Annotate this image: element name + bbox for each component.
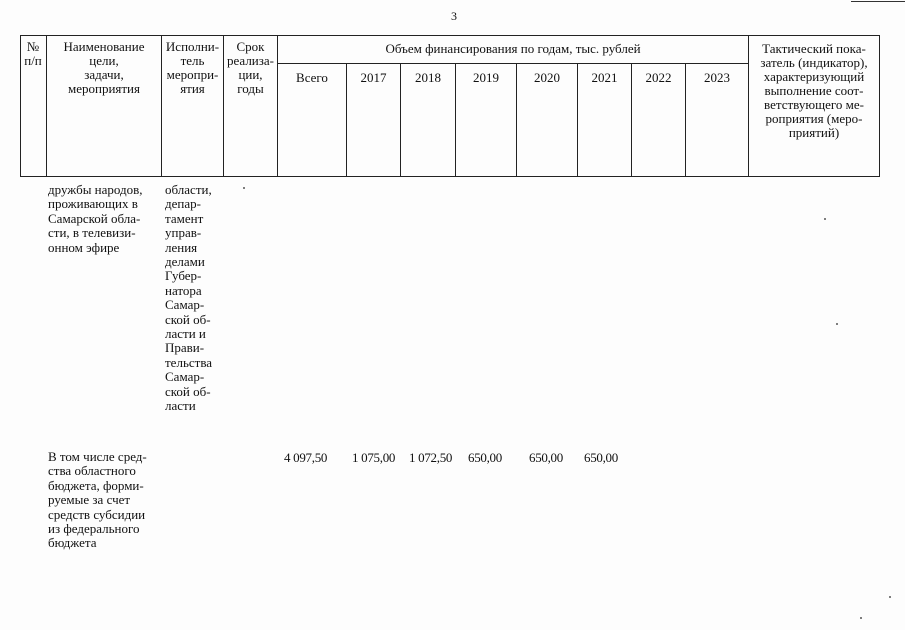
scan-speck	[824, 218, 826, 220]
scan-speck	[889, 596, 891, 598]
header-col-name: Наименование цели, задачи, мероприятия	[63, 39, 145, 96]
row2-value-2017: 1 075,00	[352, 450, 396, 465]
header-year: 2018	[415, 70, 441, 85]
row2-value-2018: 1 072,50	[409, 450, 453, 465]
row1-executor: области, депар- тамент управ- ления делами Губер- натора Самар- ской об- ласти и Прави- тельства Самар- ской об- ласти	[165, 182, 213, 414]
row2-value-2021: 650,00	[584, 450, 618, 465]
header-col-executor: Исполни- тель меропри- ятия	[165, 39, 220, 96]
header-year: 2023	[704, 70, 730, 85]
header-year: 2022	[645, 70, 672, 85]
header-top-border	[20, 35, 880, 36]
row2-value-2020: 650,00	[529, 450, 563, 465]
header-col-term: Срок реализа- ции, годы	[227, 39, 274, 96]
top-rule	[851, 1, 905, 2]
scan-speck	[243, 187, 245, 189]
header-col-total: Всего	[296, 70, 328, 85]
header-bottom-border	[20, 176, 880, 177]
row1-name: дружбы народов, проживающих в Самарской обла- сти, в телевизи- онном эфире	[48, 182, 143, 255]
header-year: 2021	[591, 70, 618, 85]
header-year: 2019	[473, 70, 499, 85]
row2-name: В том числе сред- ства областного бюджета, форми- руемые за счет средств субсидии из федерального бюджета	[48, 449, 147, 551]
table-header	[20, 35, 880, 176]
header-col-num: № п/п	[24, 39, 42, 68]
scan-speck	[836, 323, 838, 325]
page-number: 3	[451, 9, 457, 23]
scan-speck	[860, 617, 862, 619]
funding-subheader-border	[277, 63, 748, 64]
header-col-funding: Объем финансирования по годам, тыс. рублей	[385, 41, 641, 56]
header-col-indicator: Тактический пока- затель (индикатор), характеризующий выполнение соот- ветствующего ме- роприятия (меро- приятий)	[760, 41, 868, 140]
header-year: 2020	[534, 70, 560, 85]
row2-value-2019: 650,00	[468, 450, 502, 465]
row2-total: 4 097,50	[284, 450, 328, 465]
col-divider	[277, 35, 278, 177]
header-year: 2017	[360, 70, 387, 85]
col-divider	[879, 35, 880, 177]
